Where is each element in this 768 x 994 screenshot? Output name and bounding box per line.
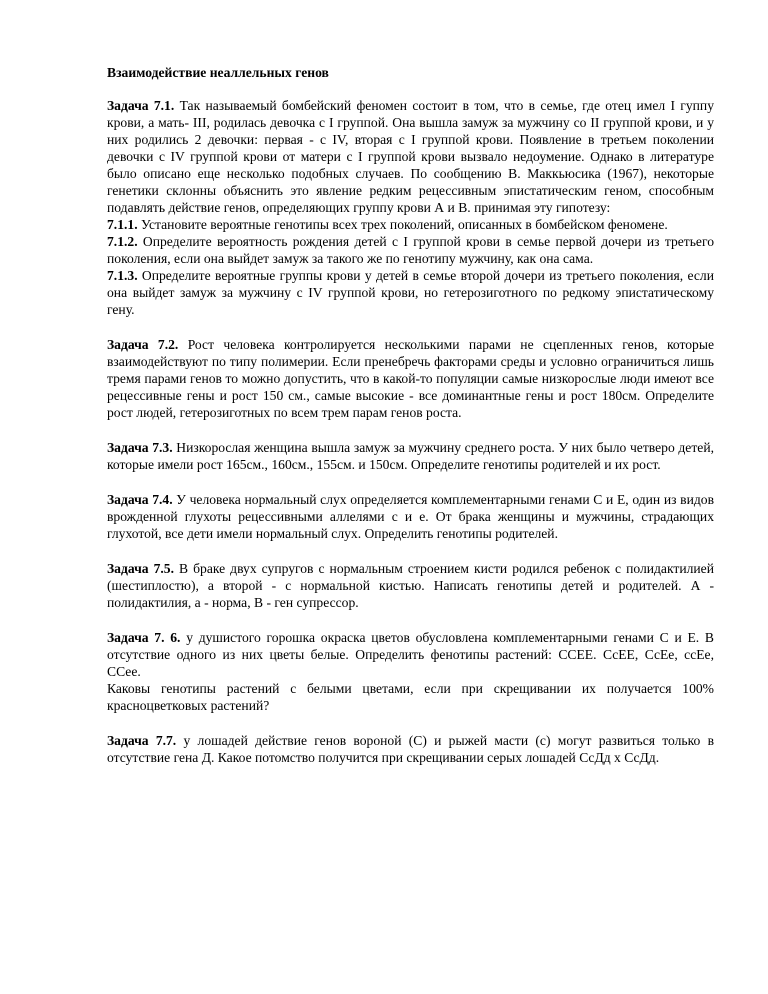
task-7-3 [107,439,714,473]
task-paragraph [107,629,714,680]
task-text: Низкорослая женщина вышла замуж за мужчину среднего роста. У них было четверо детей, которые имели рост 165см., 160см., 155см. и 150см. Определите генотипы родителей и их рост. [107,440,714,472]
task-text: Так называемый бомбейский феномен состоит в том, что в семье, где отец имел I гуппу крови, а мать- III, родилась девочка с I группой. Она вышла замуж за мужчину со II группой крови, и у них родились 2 девочки: первая - с IV, вторая с I группой крови. Появление в третьем поколении девочки с IV группой крови от матери с I группой крови вызвало недоумение. Однако в литературе было описано еще несколько подобных случаев. По сообщению В. Маккьюсика (1967), некоторые генетики склонны объяснить это явление редким рецессивным эпистатическим геном, способным подавлять действие генов, определяющих группу крови А и В. принимая эту гипотезу: [107,98,715,215]
document-title: Взаимодействие неаллельных генов [107,65,329,80]
subtask-7-1-1 [107,216,714,233]
task-text: у душистого горошка окраска цветов обусловлена комплементарными генами С и Е. В отсутствие одного из них цветы белые. Определить фенотипы растений: ССЕЕ. СсЕЕ, СсЕе, ссЕе, ССее. [107,630,714,679]
task-7-7 [107,732,714,766]
task-paragraph [107,732,714,766]
subtask-text: Определите вероятные группы крови у детей в семье второй дочери из третьего поколения, если она выйдет замуж за мужчину с IV группой крови, но гетерозиготного по редкому эпистатическому гену. [107,268,714,317]
subtask-label: 7.1.2. [107,234,138,249]
subtask-label: 7.1.1. [107,217,138,232]
task-paragraph [107,97,714,216]
task-text: Рост человека контролируется несколькими парами не сцепленных генов, которые взаимодействуют по типу полимерии. Если пренебречь факторами среды и условно ограничиться лишь тремя парами генов то можно допустить, что в какой-то популяции самые низкорослые люди имеют все рецессивные гены и рост 150 см., самые высокие - все доминантные гены и рост 180см. Определите рост людей, гетерозиготных по всем трем парам генов роста. [107,337,715,420]
subtask-7-1-3 [107,267,714,318]
task-paragraph [107,439,714,473]
task-7-1 [107,97,714,318]
task-7-4 [107,491,714,542]
task-label: Задача 7.3. [107,440,173,455]
task-paragraph [107,491,714,542]
task-text: у лошадей действие генов вороной (С) и рыжей масти (с) могут развиться только в отсутствие гена Д. Какое потомство получится при скрещивании серых лошадей СсДд х СсДд. [107,733,715,765]
task-7-5 [107,560,714,611]
subtask-label: 7.1.3. [107,268,138,283]
subtask-text: Определите вероятность рождения детей с I группой крови в семье первой дочери из третьего поколения, если она выйдет замуж за такого же по генотипу мужчину, как она сама. [107,234,714,266]
task-label: Задача 7.7. [107,733,177,748]
task-paragraph [107,336,714,421]
task-paragraph [107,560,714,611]
task-label: Задача 7.1. [107,98,175,113]
task-label: Задача 7.2. [107,337,179,352]
document-page [107,64,714,784]
task-text: У человека нормальный слух определяется комплементарными генами С и Е, один из видов врожденной глухоты рецессивными аллелями с и е. От брака женщины и мужчины, страдающих глухотой, все дети имели нормальный слух. Определить генотипы родителей. [107,492,714,541]
task-extra-paragraph: Каковы генотипы растений с белыми цветами, если при скрещивании их получается 100% красноцветковых растений? [107,681,714,713]
subtask-7-1-2 [107,233,714,267]
subtask-text: Установите вероятные генотипы всех трех поколений, описанных в бомбейском феномене. [141,217,668,232]
task-label: Задача 7.4. [107,492,173,507]
task-label: Задача 7.5. [107,561,174,576]
task-label: Задача 7. 6. [107,630,181,645]
task-7-6 [107,629,714,714]
task-text: В браке двух супругов с нормальным строением кисти родился ребенок с полидактилией (шестиплостю), а второй - с нормальной кистью. Написать генотипы детей и родителей. А - полидактилия, а - норма, В - ген супрессор. [107,561,714,610]
task-7-2 [107,336,714,421]
